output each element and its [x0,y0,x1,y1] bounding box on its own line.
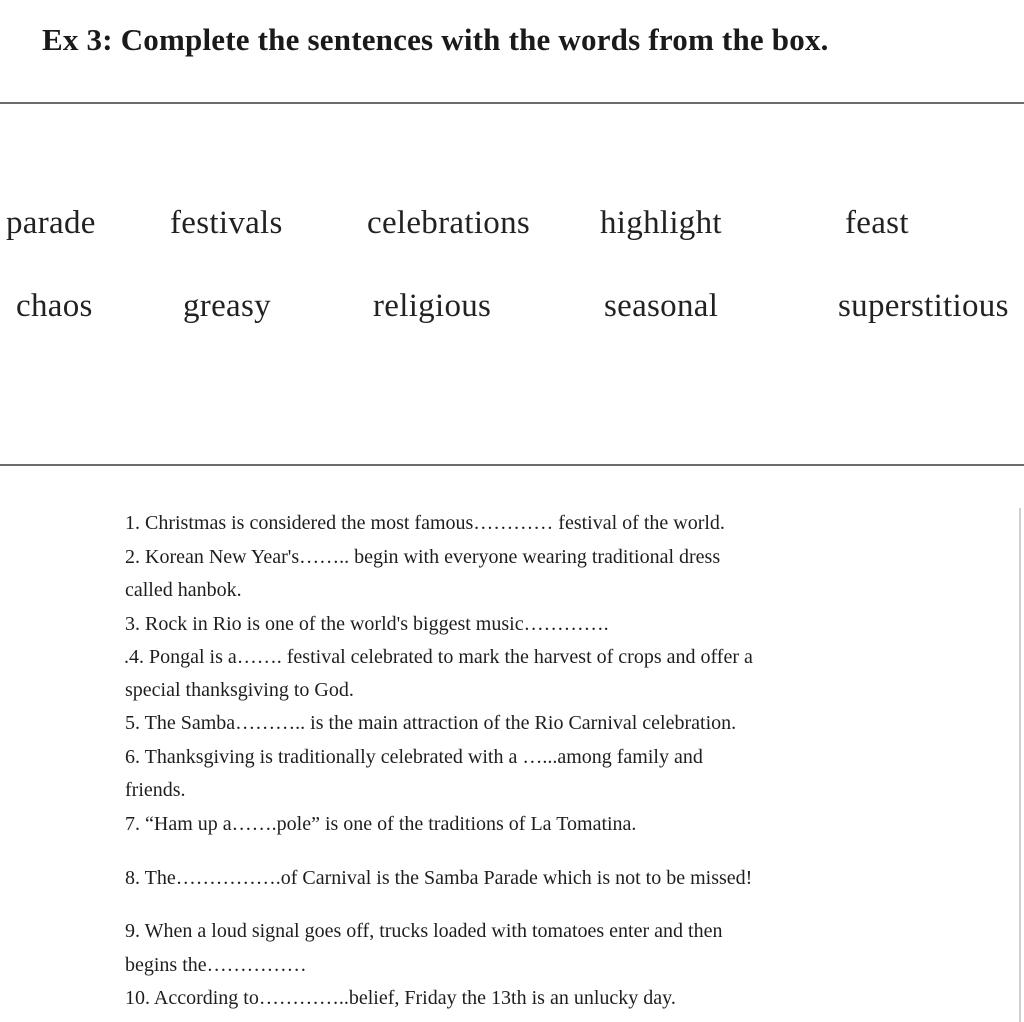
sentence-line: 6. Thanksgiving is traditionally celebrated with a …...among family and [125,746,703,768]
word-greasy: greasy [183,288,271,324]
sentence-line: 2. Korean New Year's…….. begin with everyone wearing traditional dress [125,546,721,568]
word-parade: parade [6,205,96,241]
word-celebrations: celebrations [367,205,531,241]
sentence-line: 5. The Samba……….. is the main attraction of the Rio Carnival celebration. [125,712,737,734]
sentence-line: 10. According to…………..belief, Friday the 13th is an unlucky day. [125,987,676,1009]
word-seasonal: seasonal [604,288,719,324]
sentence-line: 8. The…………….of Carnival is the Samba Parade which is not to be missed! [125,867,753,889]
word-chaos: chaos [16,288,93,324]
sentence-line: begins the…………… [125,954,307,976]
word-superstitious: superstitious [838,288,1009,324]
word-feast: feast [845,205,909,241]
word-festivals: festivals [170,205,283,241]
exercise-title: Ex 3: Complete the sentences with the words from the box. [42,22,829,57]
top-divider [0,102,1024,104]
sentence-line: friends. [125,779,186,801]
sentence-line: called hanbok. [125,579,242,601]
sentence-line: .4. Pongal is a……. festival celebrated to mark the harvest of crops and offer a [124,646,753,668]
sentence-line: 9. When a loud signal goes off, trucks loaded with tomatoes enter and then [125,920,723,942]
bottom-divider [0,464,1024,466]
sentence-line: 1. Christmas is considered the most famous………… festival of the world. [125,512,725,534]
sentence-line: 7. “Ham up a…….pole” is one of the traditions of La Tomatina. [125,813,637,835]
word-highlight: highlight [600,205,722,241]
panel-edge [1019,508,1021,1022]
sentence-line: special thanksgiving to God. [125,679,354,701]
word-religious: religious [373,288,492,324]
sentence-line: 3. Rock in Rio is one of the world's biggest music…………. [125,613,609,635]
